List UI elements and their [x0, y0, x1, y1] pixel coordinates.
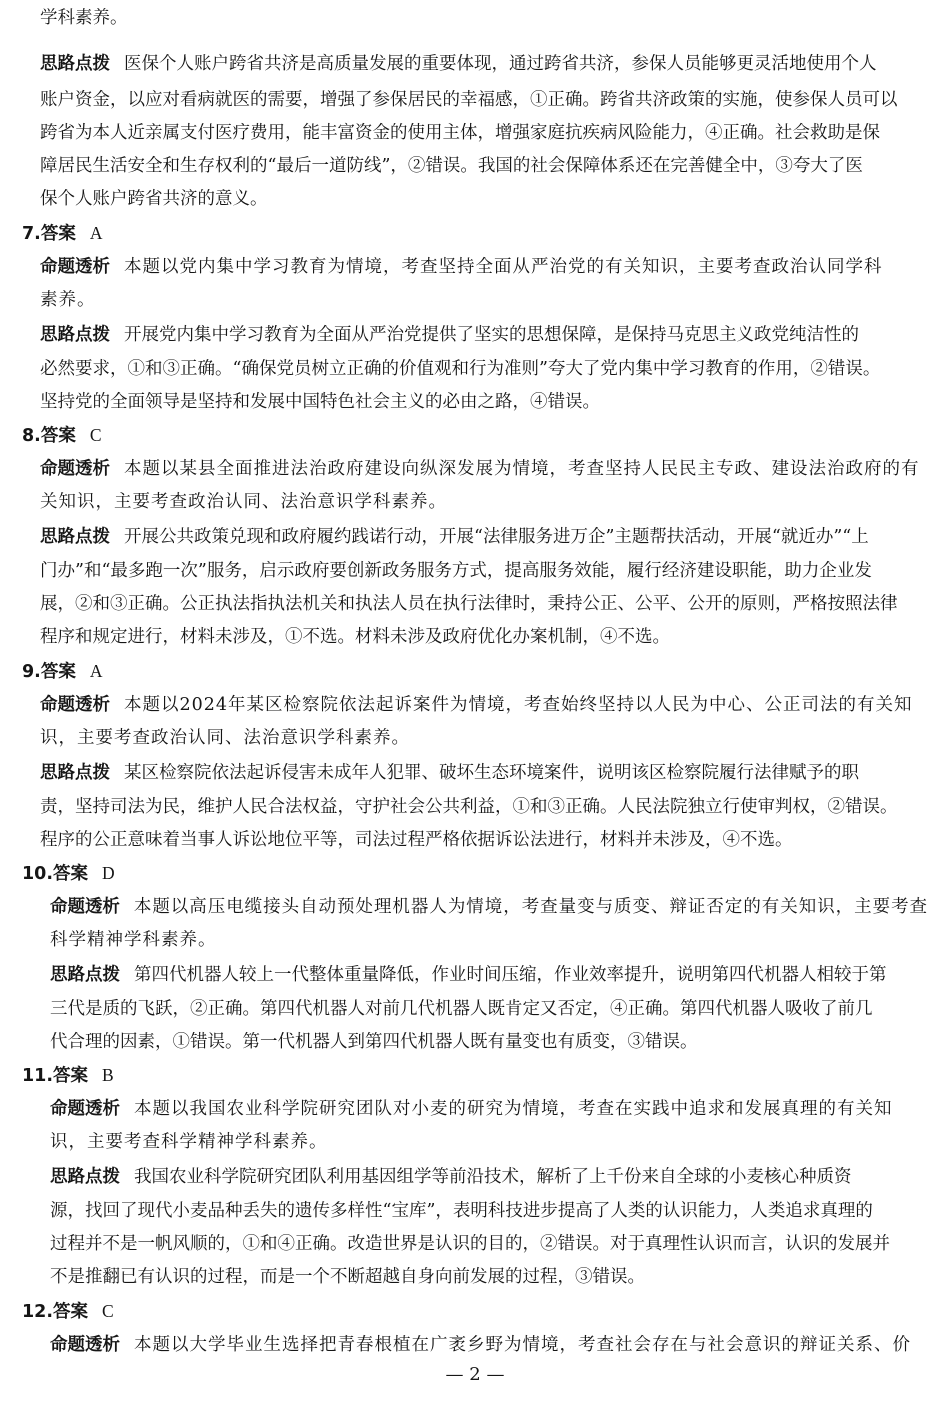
silu-q9: 思路点拨 某区检察院依法起诉侵害未成年人犯罪、破坏生态环境案件，说明该区检察院履行法律赋予的职	[40, 763, 859, 783]
mingti-q8: 命题透析 本题以某县全面推进法治政府建设向纵深发展为情境，考查坚持人民民主专政、建设法治政府的有	[40, 459, 920, 479]
mingti-q12: 命题透析 本题以大学毕业生选择把青春根植在广袤乡野为情境，考查社会存在与社会意识的辩证关系、价	[50, 1335, 911, 1355]
intro-line: 学科素养。	[40, 8, 128, 28]
silu-q7: 思路点拨 开展党内集中学习教育为全面从严治党提供了坚实的思想保障，是保持马克思主义政党纯洁性的	[40, 325, 859, 345]
silu-line-q10: 代合理的因素，①错误。第一代机器人到第四代机器人既有量变也有质变，③错误。	[50, 1032, 698, 1052]
silu-line-q11: 过程并不是一帆风顺的，①和④正确。改造世界是认识的目的，②错误。对于真理性认识而言，认识的发展并	[50, 1234, 890, 1254]
intro-silu: 思路点拨 医保个人账户跨省共济是高质量发展的重要体现，通过跨省共济，参保人员能够更灵活地使用个人	[40, 54, 877, 74]
silu-q10: 思路点拨 第四代机器人较上一代整体重量降低，作业时间压缩，作业效率提升，说明第四代机器人相较于第	[50, 965, 887, 985]
mingti-line-q11: 识，主要考查科学精神学科素养。	[50, 1132, 328, 1152]
answer-line-q11: 11.答案 B	[22, 1065, 114, 1086]
intro-silu-line: 障居民生活安全和生存权利的“最后一道防线”，②错误。我国的社会保障体系还在完善健全中，③夸大了医	[40, 156, 863, 176]
answer-line-q7: 7.答案 A	[22, 223, 103, 244]
silu-label: 思路点拨	[40, 54, 110, 74]
page-number: — 2 —	[445, 1364, 505, 1385]
answer-line-q8: 8.答案 C	[22, 425, 102, 446]
silu-line-q8: 程序和规定进行，材料未涉及，①不选。材料未涉及政府优化办案机制，④不选。	[40, 627, 670, 647]
answer-line-q10: 10.答案 D	[22, 863, 115, 884]
intro-silu-line: 跨省为本人近亲属支付医疗费用，能丰富资金的使用主体，增强家庭抗疾病风险能力，④正确。社会救助是保	[40, 123, 880, 143]
silu-line-q8: 门办”和“最多跑一次”服务，启示政府要创新政务服务方式，提高服务效能，履行经济建设职能，助力企业发	[40, 561, 872, 581]
silu-line-q8: 展，②和③正确。公正执法指执法机关和执法人员在执行法律时，秉持公正、公平、公开的原则，严格按照法律	[40, 594, 898, 614]
mingti-line-q8: 关知识，主要考查政治认同、法治意识学科素养。	[40, 492, 447, 512]
mingti-q11: 命题透析 本题以我国农业科学院研究团队对小麦的研究为情境，考查在实践中追求和发展真理的有关知	[50, 1099, 893, 1119]
silu-line-q11: 源，找回了现代小麦品种丢失的遗传多样性“宝库”，表明科技进步提高了人类的认识能力，人类追求真理的	[50, 1201, 873, 1221]
silu-line-q9: 责，坚持司法为民，维护人民合法权益，守护社会公共利益，①和③正确。人民法院独立行使审判权，②错误。	[40, 797, 898, 817]
mingti-line-q9: 识，主要考查政治认同、法治意识学科素养。	[40, 728, 410, 748]
silu-line-q9: 程序的公正意味着当事人诉讼地位平等，司法过程严格依据诉讼法进行，材料并未涉及，④不选。	[40, 830, 793, 850]
intro-silu-line: 保个人账户跨省共济的意义。	[40, 189, 268, 209]
silu-q8: 思路点拨 开展公共政策兑现和政府履约践诺行动，开展“法律服务进万企”主题帮扶活动，开展“就近办”“上	[40, 527, 869, 547]
silu-line-q10: 三代是质的飞跃，②正确。第四代机器人对前几代机器人既肯定又否定，④正确。第四代机器人吸收了前几	[50, 999, 873, 1019]
answer-line-q9: 9.答案 A	[22, 661, 103, 682]
mingti-line-q10: 科学精神学科素养。	[50, 930, 217, 950]
silu-q11: 思路点拨 我国农业科学院研究团队利用基因组学等前沿技术，解析了上千份来自全球的小麦核心种质资	[50, 1167, 852, 1187]
mingti-line-q7: 素养。	[40, 290, 96, 310]
intro-silu-line: 账户资金，以应对看病就医的需要，增强了参保居民的幸福感，①正确。跨省共济政策的实施，使参保人员可以	[40, 90, 898, 110]
silu-line-q7: 必然要求，①和③正确。“确保党员树立正确的价值观和行为准则”夸大了党内集中学习教育的作用，②错误。	[40, 359, 881, 379]
silu-line-q7: 坚持党的全面领导是坚持和发展中国特色社会主义的必由之路，④错误。	[40, 392, 600, 412]
mingti-q7: 命题透析 本题以党内集中学习教育为情境，考查坚持全面从严治党的有关知识，主要考查政治认同学科	[40, 257, 883, 277]
silu-line-q11: 不是推翻已有认识的过程，而是一个不断超越自身向前发展的过程，③错误。	[50, 1267, 645, 1287]
mingti-q10: 命题透析 本题以高压电缆接头自动预处理机器人为情境，考查量变与质变、辩证否定的有关知识，主要考查	[50, 897, 929, 917]
answer-line-q12: 12.答案 C	[22, 1301, 114, 1322]
mingti-q9: 命题透析 本题以2024年某区检察院依法起诉案件为情境，考查始终坚持以人民为中心、公正司法的有关知	[40, 695, 913, 715]
